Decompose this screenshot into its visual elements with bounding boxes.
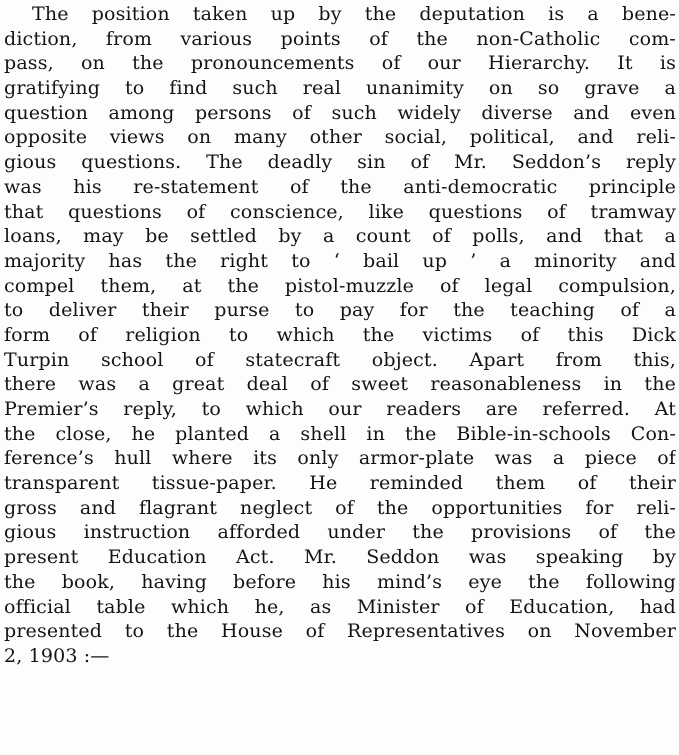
article-line: gious questions. The deadly sin of Mr. Seddon’s reply (4, 151, 676, 174)
article-line: that questions of conscience, like questions of tramway (4, 200, 676, 223)
article-line: presented to the House of Representatives on November (4, 620, 676, 643)
article-line: question among persons of such widely diverse and even (4, 101, 676, 124)
article-line: was his re-statement of the anti-democratic principle (4, 175, 676, 198)
article-line: gross and flagrant neglect of the opportunities for reli- (4, 496, 676, 519)
article-line: The position taken up by the deputation is a bene- (32, 3, 676, 25)
article-line: pass, on the pronouncements of our Hierarchy. It is (4, 52, 676, 75)
article-line: Premier’s reply, to which our readers are referred. At (4, 398, 676, 420)
article-line: present Education Act. Mr. Seddon was speaking by (4, 546, 676, 569)
article-line: there was a great deal of sweet reasonableness in the (4, 373, 676, 396)
article-line: official table which he, as Minister of Education, had (4, 595, 676, 618)
article-text (4, 2, 676, 669)
article-line: diction, from various points of the non-Catholic com- (4, 27, 676, 50)
article-line: opposite views on many other social, political, and reli- (4, 126, 676, 149)
article-line: 2, 1903 :— (4, 644, 110, 667)
article-line: majority has the right to ‘ bail up ’ a minority and (4, 249, 676, 272)
article-line: form of religion to which the victims of this Dick (4, 323, 676, 346)
article-line: compel them, at the pistol-muzzle of legal compulsion, (4, 274, 676, 297)
article-line: gious instruction afforded under the provisions of the (4, 521, 676, 544)
article-line: ference’s hull where its only armor-plate was a piece of (4, 447, 676, 470)
article-line: the close, he planted a shell in the Bible-in-schools Con- (4, 422, 676, 445)
article-line: the book, having before his mind’s eye the following (4, 570, 676, 593)
article-line: gratifying to find such real unanimity on so grave a (4, 77, 676, 100)
article-line: to deliver their purse to pay for the teaching of a (4, 299, 676, 322)
article-line: loans, may be settled by a count of polls, and that a (4, 225, 676, 248)
article-line: Turpin school of statecraft object. Apart from this, (4, 348, 676, 371)
article-line: transparent tissue-paper. He reminded them of their (4, 472, 676, 495)
